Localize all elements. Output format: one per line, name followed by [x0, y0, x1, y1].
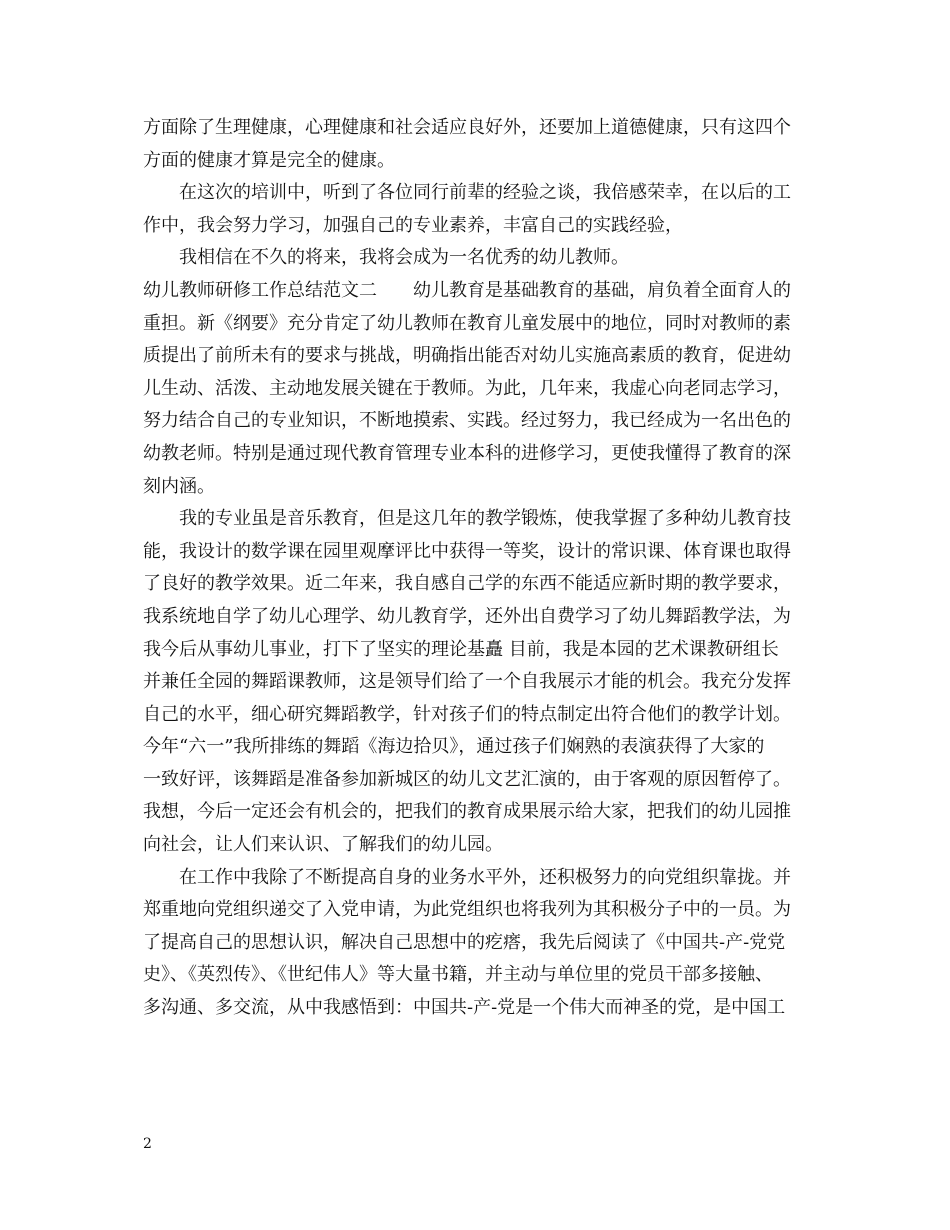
text-line: 了提高自己的思想认识，解决自己思想中的疙瘩，我先后阅读了《中国共-产-党党	[143, 931, 786, 953]
text-line: 重担。新《纲要》充分肯定了幼儿教师在教育儿童发展中的地位，同时对教师的素	[143, 312, 791, 334]
text-line: 史》、《英烈传》、《世纪伟人》等大量书籍，并主动与单位里的党员干部多接触、	[143, 964, 773, 986]
text-line: 方面的健康才算是完全的健康。	[143, 149, 395, 171]
text-line: 在工作中我除了不断提高自身的业务水平外，还积极努力的向党组织靠拢。并	[179, 866, 791, 888]
text-line: 今年“六一”我所排练的舞蹈《海边拾贝》，通过孩子们娴熟的表演获得了大家的	[143, 736, 765, 758]
text-line: 作中，我会努力学习，加强自己的专业素养，丰富自己的实践经验，	[143, 214, 683, 236]
text-line: 并兼任全园的舞蹈课教师，这是领导们给了一个自我展示才能的机会。我充分发挥	[143, 671, 791, 693]
text-line: 儿生动、活泼、主动地发展关键在于教师。为此，几年来，我虚心向老同志学习，	[143, 377, 791, 399]
text-line: 我想，今后一定还会有机会的，把我们的教育成果展示给大家，把我们的幼儿园推	[143, 801, 791, 823]
text-line: 努力结合自己的专业知识，不断地摸索、实践。经过努力，我已经成为一名出色的	[143, 410, 791, 432]
text-line: 刻内涵。	[143, 475, 215, 497]
text-line: 质提出了前所未有的要求与挑战，明确指出能否对幼儿实施高素质的教育，促进幼	[143, 345, 791, 367]
text-line: 我系统地自学了幼儿心理学、幼儿教育学，还外出自费学习了幼儿舞蹈教学法，为	[143, 605, 791, 627]
text-line: 多沟通、多交流，从中我感悟到：中国共-产-党是一个伟大而神圣的党，是中国工	[143, 997, 786, 1019]
text-line: 在这次的培训中，听到了各位同行前辈的经验之谈，我倍感荣幸，在以后的工	[179, 182, 791, 204]
text-line: 幼儿教师研修工作总结范文二 幼儿教育是基础教育的基础，肩负着全面育人的	[143, 279, 791, 301]
text-line: 方面除了生理健康，心理健康和社会适应良好外，还要加上道德健康，只有这四个	[143, 117, 791, 138]
text-line: 幼教老师。特别是通过现代教育管理专业本科的进修学习，更使我懂得了教育的深	[143, 442, 791, 464]
text-line: 一致好评，该舞蹈是准备参加新城区的幼儿文艺汇演的，由于客观的原因暂停了。	[143, 768, 791, 790]
page-number: 2	[143, 1136, 152, 1152]
text-line: 向社会，让人们来认识、了解我们的幼儿园。	[143, 834, 503, 856]
body-text	[143, 112, 823, 1025]
text-line: 了良好的教学效果。近二年来，我自感自己学的东西不能适应新时期的教学要求，	[143, 573, 791, 595]
text-line: 我今后从事幼儿事业，打下了坚实的理论基矗 目前，我是本园的艺术课教研组长	[143, 638, 779, 660]
text-line: 能，我设计的数学课在园里观摩评比中获得一等奖，设计的常识课、体育课也取得	[143, 540, 791, 562]
text-line: 我相信在不久的将来，我将会成为一名优秀的幼儿教师。	[179, 247, 629, 269]
text-line: 我的专业虽是音乐教育，但是这几年的教学锻炼，使我掌握了多种幼儿教育技	[179, 508, 791, 530]
text-line: 郑重地向党组织递交了入党申请，为此党组织也将我列为其积极分子中的一员。为	[143, 899, 791, 921]
text-line: 自己的水平，细心研究舞蹈教学，针对孩子们的特点制定出符合他们的教学计划。	[143, 703, 791, 725]
